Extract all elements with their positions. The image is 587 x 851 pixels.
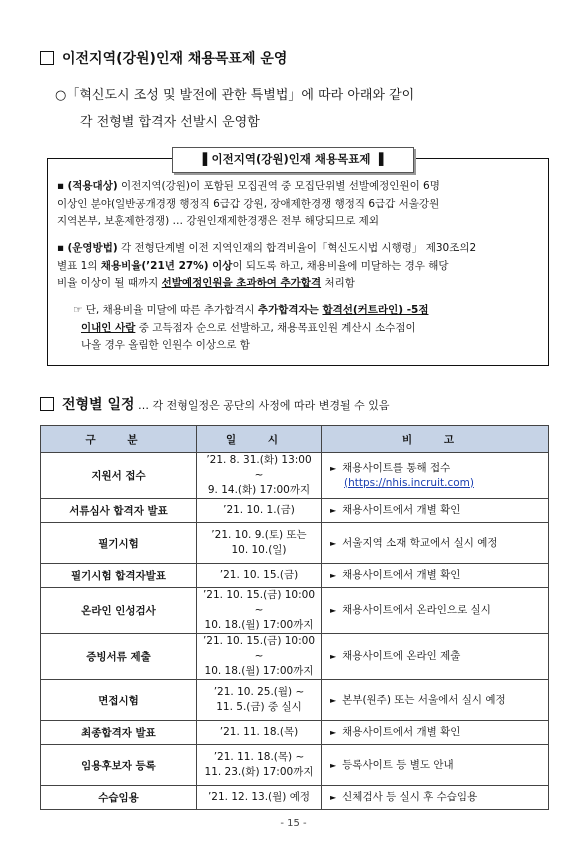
schedule-category: 온라인 인성검사 [41,588,197,634]
box-title: ▌이전지역(강원)인재 채용목표제 ▐ [172,147,414,173]
triangle-bullet-icon: ► [330,606,337,615]
table-row [41,680,549,721]
schedule-date: ’21. 10. 15.(금) 10:00 ~ 10. 18.(월) 17:00까지 [197,634,322,680]
table-row [41,499,549,523]
triangle-bullet-icon: ► [330,506,337,515]
schedule-category: 면접시험 [41,680,197,721]
schedule-note: ► 채용사이트를 통해 접수 (https://nhis.incruit.com) [322,453,549,499]
schedule-category: 수습임용 [41,786,197,810]
table-row [41,453,549,499]
schedule-table [40,425,549,810]
schedule-date: ’21. 8. 31.(화) 13:00 ~ 9. 14.(화) 17:00까지 [197,453,322,499]
checkbox-square-icon [40,397,54,411]
page-number: - 15 - [280,818,307,829]
schedule-note: ► 등록사이트 등 별도 안내 [322,745,549,786]
table-row [41,745,549,786]
table-row [41,786,549,810]
header-date: 일 시 [197,426,322,453]
header-category: 구 분 [41,426,197,453]
section-heading-2: 전형별 일정 … 각 전형일정은 공단의 사정에 따라 변경될 수 있음 [40,394,390,414]
schedule-category: 필기시험 [41,523,197,564]
schedule-note: ► 신체검사 등 실시 후 수습임용 [322,786,549,810]
header-note: 비 고 [322,426,549,453]
schedule-date: ’21. 11. 18.(목) ~ 11. 23.(화) 17:00까지 [197,745,322,786]
schedule-note: ► 본부(원주) 또는 서울에서 실시 예정 [322,680,549,721]
checkbox-square-icon [40,51,54,65]
schedule-note: ► 서울지역 소재 학교에서 실시 예정 [322,523,549,564]
triangle-bullet-icon: ► [330,652,337,661]
triangle-bullet-icon: ► [330,728,337,737]
schedule-note: ► 채용사이트에서 개별 확인 [322,499,549,523]
item-method: ▪ (운영방법) 각 전형단계별 이전 지역인재의 합격비율이「혁신도시법 시행령」 제30조의2 별표 1의 채용비율(’21년 27%) 이상이 되도록 하고, 채용비율에 미달하는 경우 해당 비율 이상이 될 때까지 선발예정인원을 초과하여 추가합격 처리함 [57,242,477,289]
table-row [41,523,549,564]
triangle-bullet-icon: ► [330,463,337,473]
triangle-bullet-icon: ► [330,571,337,580]
triangle-bullet-icon: ► [330,793,337,802]
schedule-note: ► 채용사이트에서 개별 확인 [322,564,549,588]
schedule-note: ► 채용사이트에서 온라인으로 실시 [322,588,549,634]
schedule-date: ’21. 10. 15.(금) [197,564,322,588]
schedule-category: 최종합격자 발표 [41,721,197,745]
intro-line-1: ○「혁신도시 조성 및 발전에 관한 특별법」에 따라 아래와 같이 [55,88,415,103]
table-header-row [41,426,549,453]
schedule-note: ► 채용사이트에서 개별 확인 [322,721,549,745]
item-target: ▪ (적용대상) 이전지역(강원)이 포함된 모집권역 중 모집단위별 선발예정인원이 6명 이상인 분야(일반공개경쟁 행정직 6급갑 강원, 장애제한경쟁 행정직 6급갑 서울강원 지역본부, 보훈제한경쟁) … 강원인재제한경쟁은 전부 해당되므로 제외 [57,180,440,227]
schedule-date: ’21. 10. 9.(토) 또는 10. 10.(일) [197,523,322,564]
section-heading-1: 이전지역(강원)인재 채용목표제 운영 [40,48,287,68]
triangle-bullet-icon: ► [330,760,337,770]
triangle-bullet-icon: ► [330,538,337,548]
schedule-date: ’21. 10. 25.(월) ~ 11. 5.(금) 중 실시 [197,680,322,721]
schedule-date: ’21. 10. 1.(금) [197,499,322,523]
note-text: ☞ 단, 채용비율 미달에 따른 추가합격시 추가합격자는 합격선(커트라인) -5점 이내인 사람 중 고득점자 순으로 선발하고, 채용목표인원 계산시 소수점이 나올 경우 올림한 인원수 이상으로 함 [73,304,429,351]
intro-line-2: 각 전형별 합격자 선발시 운영함 [80,115,260,130]
table-row [41,588,549,634]
table-row [41,564,549,588]
recruit-site-link[interactable]: (https://nhis.incruit.com) [344,476,474,489]
table-row [41,721,549,745]
schedule-category: 지원서 접수 [41,453,197,499]
schedule-category: 임용후보자 등록 [41,745,197,786]
schedule-note: ► 채용사이트에 온라인 제출 [322,634,549,680]
schedule-date: ’21. 12. 13.(월) 예정 [197,786,322,810]
schedule-category: 필기시험 합격자발표 [41,564,197,588]
triangle-bullet-icon: ► [330,695,337,705]
schedule-date: ’21. 10. 15.(금) 10:00 ~ 10. 18.(월) 17:00까지 [197,588,322,634]
schedule-date: ’21. 11. 18.(목) [197,721,322,745]
schedule-category: 증빙서류 제출 [41,634,197,680]
table-row [41,634,549,680]
schedule-category: 서류심사 합격자 발표 [41,499,197,523]
